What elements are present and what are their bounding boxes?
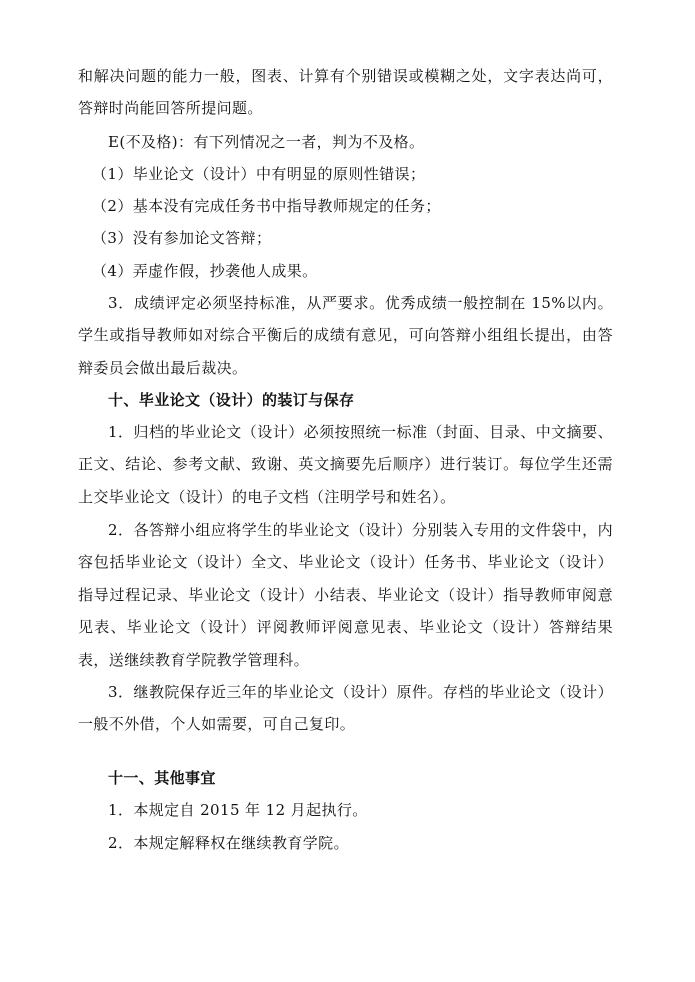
list-item-s11-1: 1．本规定自 2015 年 12 月起执行。 [108,801,368,819]
paragraph-grading-standard: 3．成绩评定必须坚持标准，从严要求。优秀成绩一般控制在 15%以内。学生或指导教师如对综合平衡后的成绩有意见，可向答辩小组组长提出，由答辩委员会做出最后裁决。 [78,294,613,377]
paragraph-s10-retention: 3．继教院保存近三年的毕业论文（设计）原件。存档的毕业论文（设计）一般不外借，个人如需要，可自己复印。 [78,683,613,734]
list-item-e3: （3）没有参加论文答辩； [92,229,272,247]
list-item-e4: （4）弄虚作假，抄袭他人成果。 [92,262,318,280]
paragraph-intro: 和解决问题的能力一般，图表、计算有个别错误或模糊之处，文字表达尚可，答辩时尚能回答所提问题。 [78,67,613,118]
grade-e-line: E(不及格)：有下列情况之一者，判为不及格。 [108,133,425,151]
section-10-title: 十、毕业论文（设计）的装订与保存 [108,391,355,409]
list-item-s11-2: 2．本规定解释权在继续教育学院。 [108,834,349,852]
list-item-e1: （1）毕业论文（设计）中有明显的原则性错误； [92,165,426,183]
paragraph-s10-archive-bag: 2．各答辩小组应将学生的毕业论文（设计）分别装入专用的文件袋中，内容包括毕业论文（设计）全文、毕业论文（设计）任务书、毕业论文（设计）指导过程记录、毕业论文（设计）小结表、毕业论文（设计）指导教师审阅意见表、毕业论文（设计）评阅教师评阅意见表、毕业论文（设计）答辩结果表，送继续教育学院教学管理科。 [78,521,613,669]
paragraph-s10-binding: 1．归档的毕业论文（设计）必须按照统一标准（封面、目录、中文摘要、正文、结论、参考文献、致谢、英文摘要先后顺序）进行装订。每位学生还需上交毕业论文（设计）的电子文档（注明学号和姓名）。 [78,423,613,506]
list-item-e2: （2）基本没有完成任务书中指导教师规定的任务； [92,197,441,215]
section-11-title: 十一、其他事宜 [108,769,216,787]
